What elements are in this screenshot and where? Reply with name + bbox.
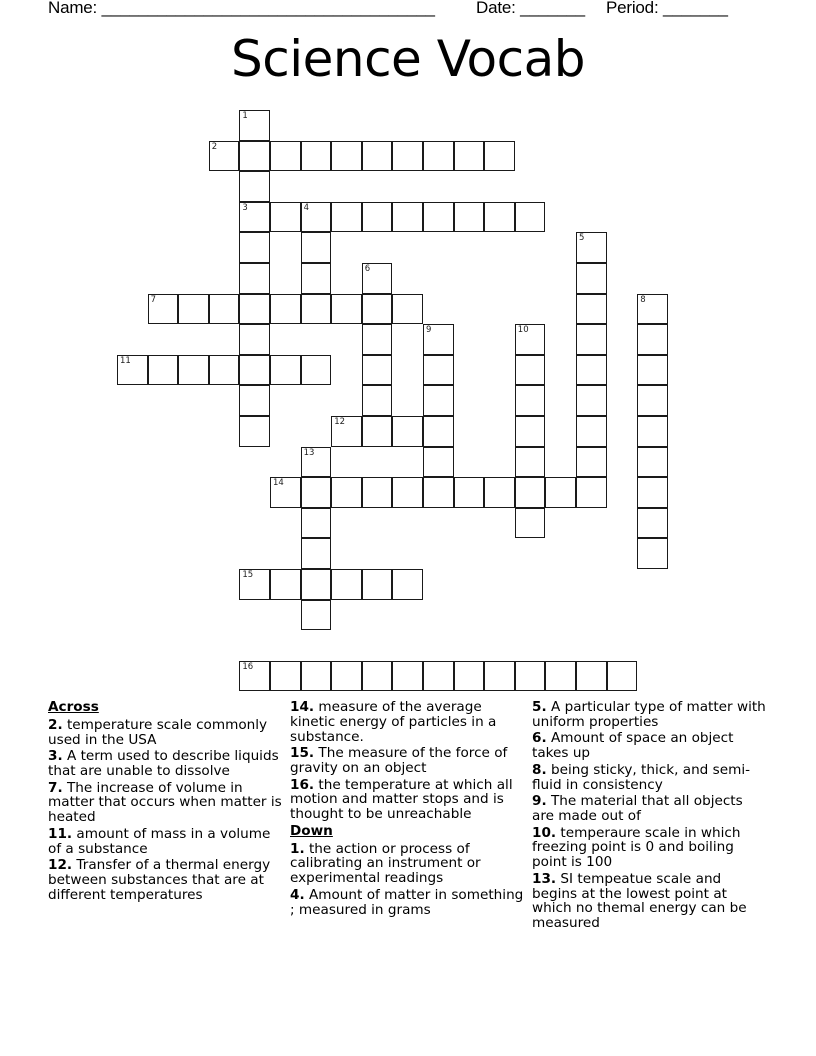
cell-number: 6 — [364, 264, 371, 274]
crossword-cell[interactable] — [515, 508, 546, 539]
date-field[interactable]: Date: _______ — [476, 0, 585, 17]
crossword-cell[interactable] — [423, 447, 454, 478]
clue-across-11 — [48, 827, 284, 857]
clue-across-14 — [290, 700, 526, 744]
crossword-cell[interactable] — [392, 661, 423, 692]
cell-number: 12 — [334, 417, 346, 427]
cell-number: 10 — [517, 325, 529, 336]
crossword-cell[interactable] — [331, 661, 362, 692]
cell-number: 4 — [303, 202, 310, 213]
cell-number: 9 — [426, 325, 432, 336]
crossword-cell[interactable] — [576, 324, 607, 355]
crossword-cell[interactable] — [301, 232, 332, 263]
crossword-cell[interactable] — [331, 416, 362, 447]
crossword-cell[interactable] — [362, 294, 393, 325]
cell-number: 16 — [242, 661, 254, 672]
crossword-cell[interactable] — [484, 661, 515, 692]
crossword-cell[interactable] — [637, 477, 668, 508]
clue-text: A term used to describe liquids that are unable to dissolve — [48, 748, 279, 779]
clue-text: SI tempeatue scale and begins at the lowest point at which no themal energy can be measured — [532, 870, 747, 932]
crossword-cell[interactable] — [239, 416, 270, 447]
clue-number: 6. — [532, 730, 547, 747]
crossword-cell[interactable] — [637, 324, 668, 355]
clue-number: 12. — [48, 857, 73, 874]
clue-down-1 — [290, 842, 526, 886]
crossword-cell[interactable] — [362, 416, 393, 447]
crossword-cell[interactable] — [239, 202, 270, 233]
crossword-cell[interactable] — [576, 416, 607, 447]
crossword-cell[interactable] — [239, 232, 270, 263]
crossword-cell[interactable] — [515, 324, 546, 355]
crossword-cell[interactable] — [515, 661, 546, 692]
crossword-cell[interactable] — [423, 355, 454, 386]
crossword-cell[interactable] — [239, 569, 270, 600]
crossword-cell[interactable] — [239, 324, 270, 355]
clue-number: 13. — [532, 870, 557, 887]
clue-across-12 — [48, 858, 284, 902]
crossword-cell[interactable] — [331, 202, 362, 233]
clue-number: 8. — [532, 761, 547, 778]
down-heading: Down — [290, 822, 333, 839]
crossword-cell[interactable] — [362, 661, 393, 692]
clue-text: A particular type of matter with uniform properties — [532, 699, 766, 730]
crossword-cell[interactable] — [515, 416, 546, 447]
clue-number: 16. — [290, 776, 315, 793]
crossword-cell[interactable] — [239, 110, 270, 141]
crossword-cell[interactable] — [454, 477, 485, 508]
crossword-cell[interactable] — [576, 477, 607, 508]
crossword-cell[interactable] — [239, 385, 270, 416]
clue-number: 10. — [532, 824, 557, 841]
crossword-cell[interactable] — [270, 477, 301, 508]
crossword-cell[interactable] — [423, 661, 454, 692]
crossword-cell[interactable] — [301, 202, 332, 233]
crossword-cell[interactable] — [270, 141, 301, 172]
crossword-cell[interactable] — [576, 294, 607, 325]
crossword-cell[interactable] — [576, 355, 607, 386]
clue-down-5 — [532, 700, 768, 730]
crossword-cell[interactable] — [423, 324, 454, 355]
crossword-cell[interactable] — [362, 385, 393, 416]
crossword-cell[interactable] — [301, 263, 332, 294]
crossword-cell[interactable] — [545, 477, 576, 508]
across-heading: Across — [48, 699, 99, 715]
crossword-cell[interactable] — [178, 355, 209, 386]
crossword-cell[interactable] — [301, 355, 332, 386]
crossword-cell[interactable] — [239, 294, 270, 325]
cell-number: 7 — [150, 294, 157, 305]
clue-number: 7. — [48, 779, 63, 796]
crossword-cell[interactable] — [545, 661, 576, 692]
crossword-cell[interactable] — [362, 355, 393, 386]
clue-number: 9. — [532, 793, 547, 810]
crossword-cell[interactable] — [423, 477, 454, 508]
crossword-cell[interactable] — [301, 477, 332, 508]
clue-down-8 — [532, 763, 768, 793]
clue-down-4 — [290, 888, 526, 918]
clue-down-6 — [532, 731, 768, 761]
crossword-cell[interactable] — [301, 294, 332, 325]
crossword-cell[interactable] — [454, 141, 485, 172]
crossword-cell[interactable] — [301, 141, 332, 172]
clue-number: 1. — [290, 840, 305, 857]
clue-text: The material that all objects are made out of — [532, 793, 743, 824]
crossword-cell[interactable] — [637, 508, 668, 539]
period-field[interactable]: Period: _______ — [606, 0, 728, 17]
clue-across-3 — [48, 749, 284, 779]
page-title: Science Vocab — [231, 30, 585, 88]
clue-number: 4. — [290, 886, 305, 903]
crossword-cell[interactable] — [484, 141, 515, 172]
cell-number: 14 — [273, 478, 284, 489]
crossword-cell[interactable] — [148, 294, 179, 325]
clue-down-9 — [532, 794, 768, 824]
crossword-cell[interactable] — [423, 202, 454, 233]
clue-number: 11. — [48, 825, 73, 842]
crossword-cell[interactable] — [209, 141, 240, 172]
clue-number: 2. — [48, 716, 63, 733]
clue-text: measure of the average kinetic energy of particles in a substance. — [290, 699, 497, 745]
crossword-cell[interactable] — [331, 141, 362, 172]
crossword-cell[interactable] — [637, 385, 668, 416]
crossword-cell[interactable] — [637, 416, 668, 447]
clue-down-10 — [532, 826, 768, 870]
crossword-cell[interactable] — [362, 141, 393, 172]
crossword-cell[interactable] — [301, 538, 332, 569]
clue-text: Amount of matter in something ; measured in grams — [290, 886, 524, 918]
crossword-cell[interactable] — [423, 385, 454, 416]
clue-text: Transfer of a thermal energy between substances that are at different temperatures — [48, 857, 271, 903]
crossword-cell[interactable] — [484, 477, 515, 508]
clue-across-2 — [48, 718, 284, 748]
crossword-cell[interactable] — [576, 263, 607, 294]
crossword-cell[interactable] — [515, 355, 546, 386]
clue-text: the temperature at which all motion and matter stops and is thought to be unreachable — [290, 776, 513, 823]
crossword-cell[interactable] — [362, 569, 393, 600]
crossword-cell[interactable] — [515, 477, 546, 508]
crossword-cell[interactable] — [362, 202, 393, 233]
crossword-cell[interactable] — [270, 202, 301, 233]
crossword-cell[interactable] — [515, 385, 546, 416]
crossword-cell[interactable] — [301, 569, 332, 600]
crossword-cell[interactable] — [362, 324, 393, 355]
clue-across-7 — [48, 781, 284, 825]
clue-text: temperature scale commonly used in the USA — [48, 716, 268, 748]
clue-text: The increase of volume in matter that occurs when matter is heated — [48, 779, 282, 826]
crossword-cell[interactable] — [515, 447, 546, 478]
crossword-cell[interactable] — [117, 355, 148, 386]
crossword-cell[interactable] — [392, 477, 423, 508]
crossword-cell[interactable] — [576, 385, 607, 416]
name-field[interactable]: Name: ____________________________________ — [48, 0, 435, 17]
clues-column-3 — [532, 700, 768, 933]
crossword-cell[interactable] — [239, 171, 270, 202]
crossword-cell[interactable] — [637, 447, 668, 478]
clue-across-15 — [290, 746, 526, 776]
clue-across-16 — [290, 778, 526, 822]
crossword-cell[interactable] — [148, 355, 179, 386]
cell-number: 3 — [242, 202, 248, 213]
crossword-cell[interactable] — [270, 294, 301, 325]
clue-text: The measure of the force of gravity on an object — [290, 745, 508, 776]
crossword-cell[interactable] — [637, 538, 668, 569]
crossword-cell[interactable] — [239, 141, 270, 172]
crossword-cell[interactable] — [270, 569, 301, 600]
crossword-cell[interactable] — [331, 477, 362, 508]
crossword-cell[interactable] — [301, 600, 332, 631]
crossword-cell[interactable] — [607, 661, 638, 692]
crossword-cell[interactable] — [301, 661, 332, 692]
crossword-cell[interactable] — [423, 141, 454, 172]
clue-number: 15. — [290, 745, 315, 762]
crossword-cell[interactable] — [392, 416, 423, 447]
crossword-cell[interactable] — [362, 477, 393, 508]
crossword-cell[interactable] — [423, 416, 454, 447]
clue-text: the action or process of calibrating an instrument or experimental readings — [290, 840, 481, 887]
crossword-cell[interactable] — [576, 661, 607, 692]
crossword-cell[interactable] — [392, 294, 423, 325]
cell-number: 5 — [579, 233, 585, 244]
clues-column-1 — [48, 700, 284, 904]
crossword-cell[interactable] — [301, 447, 332, 478]
crossword-cell[interactable] — [576, 447, 607, 478]
crossword-cell[interactable] — [270, 661, 301, 692]
clue-text: temperaure scale in which freezing point is 0 and boiling point is 100 — [532, 824, 741, 871]
clue-text: Amount of space an object takes up — [532, 730, 734, 762]
cell-number: 13 — [303, 447, 315, 458]
clue-number: 3. — [48, 748, 63, 765]
clues-column-2 — [290, 700, 526, 919]
crossword-cell[interactable] — [239, 263, 270, 294]
crossword-cell[interactable] — [392, 202, 423, 233]
crossword-cell[interactable] — [331, 294, 362, 325]
cell-number: 8 — [640, 294, 646, 305]
clue-number: 5. — [532, 699, 547, 715]
cell-number: 2 — [211, 141, 218, 152]
crossword-cell[interactable] — [454, 202, 485, 233]
crossword-cell[interactable] — [362, 263, 393, 294]
crossword-cell[interactable] — [301, 508, 332, 539]
crossword-cell[interactable] — [392, 569, 423, 600]
crossword-cell[interactable] — [515, 202, 546, 233]
crossword-cell[interactable] — [178, 294, 209, 325]
clue-text: being sticky, thick, and semi-fluid in consistency — [532, 761, 751, 793]
clue-number: 14. — [290, 699, 315, 715]
crossword-cell[interactable] — [454, 661, 485, 692]
crossword-cell[interactable] — [239, 661, 270, 692]
crossword-cell[interactable] — [209, 294, 240, 325]
crossword-cell[interactable] — [270, 355, 301, 386]
crossword-cell[interactable] — [576, 232, 607, 263]
crossword-cell[interactable] — [209, 355, 240, 386]
cell-number: 11 — [120, 355, 131, 366]
crossword-cell[interactable] — [484, 202, 515, 233]
crossword-cell[interactable] — [331, 569, 362, 600]
cell-number: 1 — [242, 111, 248, 121]
cell-number: 15 — [242, 570, 254, 580]
crossword-cell[interactable] — [239, 355, 270, 386]
clue-text: amount of mass in a volume of a substance — [48, 825, 271, 857]
clue-down-13 — [532, 872, 768, 931]
crossword-cell[interactable] — [392, 141, 423, 172]
crossword-cell[interactable] — [637, 355, 668, 386]
crossword-cell[interactable] — [637, 294, 668, 325]
